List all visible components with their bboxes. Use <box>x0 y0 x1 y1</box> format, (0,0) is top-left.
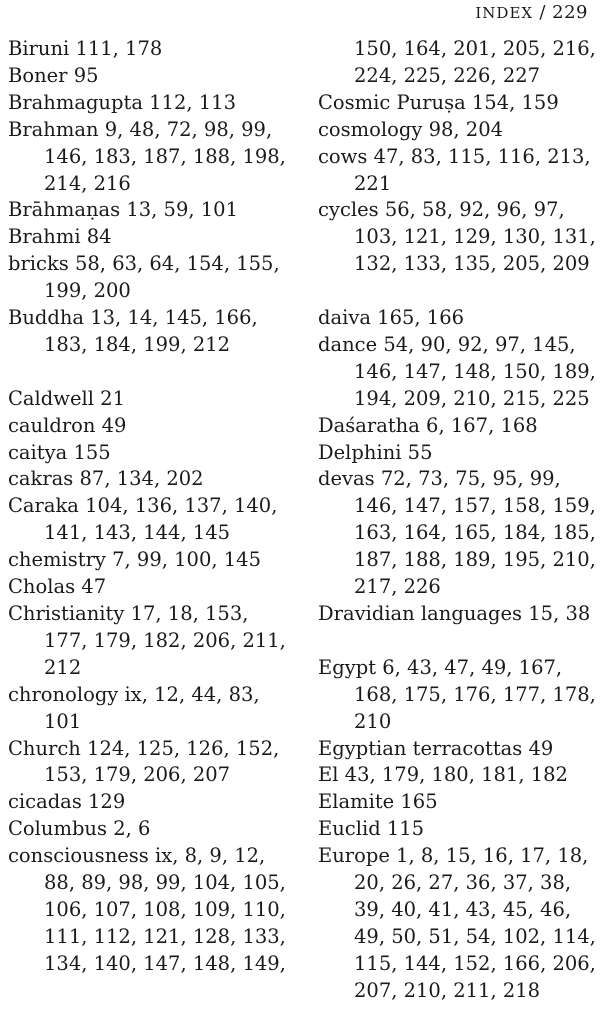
index-entry: Cosmic Puruṣa 154, 159 <box>318 90 559 114</box>
index-entry: Euclid 115 <box>318 817 425 841</box>
index-entry: Caraka 104, 136, 137, 140, 141, 143, 144, 145 <box>8 494 278 545</box>
index-entry: cicadas 129 <box>8 790 126 814</box>
index-entry: Church 124, 125, 126, 152, 153, 179, 206, 207 <box>8 736 280 787</box>
index-entry: Christianity 17, 18, 153, 177, 179, 182, 206, 211, 212 <box>8 602 286 679</box>
index-entry: devas 72, 73, 75, 95, 99, 146, 147, 157, 158, 159, 163, 164, 165, 184, 185, 187, 188, 189, 195, 210, 217, 226 <box>318 467 596 599</box>
index-entry: Elamite 165 <box>318 790 438 814</box>
index-entry: consciousness ix, 8, 9, 12, 88, 89, 98, 99, 104, 105, 106, 107, 108, 109, 110, 111, 112, 121, 128, 133, 134, 140, 147, 148, 149, <box>8 844 286 975</box>
index-entry: El 43, 179, 180, 181, 182 <box>318 763 568 787</box>
index-entry: Egypt 6, 43, 47, 49, 167, 168, 175, 176, 177, 178, 210 <box>318 655 596 733</box>
index-entry: cycles 56, 58, 92, 96, 97, 103, 121, 129, 130, 131, 132, 133, 135, 205, 209 <box>318 198 596 276</box>
index-entry: Buddha 13, 14, 145, 166, 183, 184, 199, 212 <box>8 306 258 356</box>
index-entry: Europe 1, 8, 15, 16, 17, 18, 20, 26, 27, 36, 37, 38, 39, 40, 41, 43, 45, 46, 49, 50, 51, 54, 102, 114, 115, 144, 152, 166, 206, 207, 210, 211, 218 <box>318 844 596 1002</box>
index-entry: Cholas 47 <box>8 575 107 599</box>
index-column-right <box>318 36 600 1005</box>
index-entry: Egyptian terracottas 49 <box>318 736 554 760</box>
page-header <box>475 2 588 23</box>
page-number: 229 <box>552 2 588 23</box>
index-entry: Daśaratha 6, 167, 168 <box>318 413 538 437</box>
index-entry: Biruni 111, 178 <box>8 37 163 60</box>
index-entry: cosmology 98, 204 <box>318 117 504 141</box>
index-entry: cakras 87, 134, 202 <box>8 467 204 491</box>
index-entry: Columbus 2, 6 <box>8 817 151 841</box>
index-entry: cows 47, 83, 115, 116, 213, 221 <box>318 144 591 195</box>
index-entry: cauldron 49 <box>8 413 127 437</box>
index-entry-continuation: 150, 164, 201, 205, 216, 224, 225, 226, 227 <box>354 37 596 87</box>
index-entry: Brahmi 84 <box>8 225 112 249</box>
section-gap <box>318 278 600 305</box>
header-separator: / <box>539 2 546 23</box>
index-entry: chemistry 7, 99, 100, 145 <box>8 548 261 572</box>
index-entry: dance 54, 90, 92, 97, 145, 146, 147, 148, 150, 189, 194, 209, 210, 215, 225 <box>318 332 596 410</box>
index-entry: Caldwell 21 <box>8 386 125 410</box>
index-entry: Delphini 55 <box>318 440 433 464</box>
index-entry: Dravidian languages 15, 38 <box>318 602 591 626</box>
index-label: INDEX <box>475 4 534 22</box>
index-entry: Brahmagupta 112, 113 <box>8 90 236 114</box>
section-gap <box>318 628 600 655</box>
index-entry: chronology ix, 12, 44, 83, 101 <box>8 682 260 733</box>
index-entry: Boner 95 <box>8 63 99 87</box>
index-entry: Brahman 9, 48, 72, 98, 99, 146, 183, 187, 188, 198, 214, 216 <box>8 117 286 195</box>
section-gap <box>8 359 298 386</box>
index-entry: Brāhmaṇas 13, 59, 101 <box>8 198 238 222</box>
index-entry: daiva 165, 166 <box>318 306 465 330</box>
index-entry: bricks 58, 63, 64, 154, 155, 199, 200 <box>8 252 280 303</box>
index-entry: caitya 155 <box>8 440 111 464</box>
index-column-left <box>8 36 298 978</box>
